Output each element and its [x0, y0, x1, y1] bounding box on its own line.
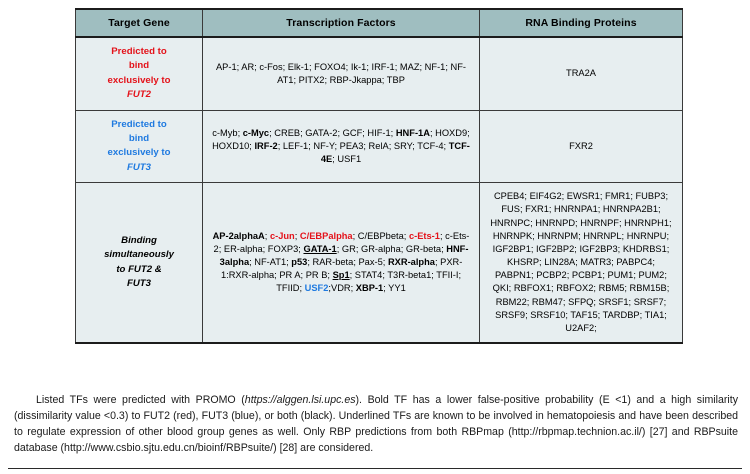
bottom-rule: [8, 468, 742, 469]
tf-token: C/EBPalpha: [299, 230, 353, 241]
tf-token: ; NF-AT1;: [249, 257, 292, 268]
tf-token: p53: [291, 257, 308, 268]
cell-transcription-factors: [203, 110, 480, 183]
caption-part2: ). Bold TF has a lower false-positive probability (E <1) and a high similarity (dissimilarity value <0.3) to FUT2 (red), FUT3 (blue), or both (black). Underlined TFs are known to be involved in hematopoiesis and have been described to regulate expression of other blood group genes as well. Only RBP predictions from both RBPmap (http://rbpmap.technion.ac.il/) [27] and RBPsuite database (http://www.csbio.sjtu.edu.cn/bioinf/RBPsuite/) [28] are considered.: [14, 394, 738, 455]
gene-label-line: Predicted to: [111, 46, 167, 57]
column-header-transcription-factors: Transcription Factors: [203, 9, 480, 37]
tf-token: c-Ets-1: [408, 230, 440, 241]
tf-token: IRF-2: [254, 140, 278, 151]
gene-label-line: Binding: [121, 234, 157, 246]
tf-token: Sp1: [332, 270, 350, 281]
gene-label-line: Predicted to: [111, 118, 167, 130]
cell-target-gene: [76, 183, 203, 344]
tf-token: ; USF1: [332, 153, 362, 164]
gene-label-line: to FUT2 &: [116, 263, 162, 275]
tf-token: XBP-1: [355, 283, 384, 294]
tf-token: ; c-Ets-2; ER-alpha; FOXP3;: [213, 230, 470, 254]
tf-token: ; C/EBPbeta;: [352, 230, 409, 241]
gene-regulators-table: [75, 8, 683, 344]
tf-token: HNF-3alpha: [219, 243, 469, 268]
column-header-rna-binding-proteins: RNA Binding Proteins: [480, 9, 683, 37]
column-header-target-gene: Target Gene: [76, 9, 203, 37]
gene-label-line: bind: [128, 60, 150, 72]
tf-token: AP-2alphaA: [212, 230, 265, 241]
cell-transcription-factors: [203, 183, 480, 344]
cell-rna-binding-proteins: FXR2: [480, 110, 683, 183]
cell-target-gene: [76, 110, 203, 183]
tf-token: ;: [264, 230, 270, 241]
gene-regulators-table-wrapper: [75, 8, 672, 344]
gene-label-line: exclusively to: [107, 74, 171, 86]
tf-token: TCF-4E: [320, 140, 470, 164]
gene-label-fut2: [84, 45, 194, 103]
tf-token: ; YY1: [383, 283, 406, 294]
tf-token: USF2: [304, 283, 329, 294]
table-header-row: [76, 9, 683, 37]
tf-token: GATA-1: [303, 243, 337, 254]
tf-token: ; HOXD9; HOXD10;: [212, 127, 470, 151]
cell-target-gene: [76, 37, 203, 110]
tf-token: ;VDR;: [328, 283, 356, 294]
gene-name: FUT3: [127, 161, 151, 173]
cell-transcription-factors: [203, 37, 480, 110]
tf-token: ; LEF-1; NF-Y; PEA3; RelA; SRY; TCF-4;: [277, 140, 449, 151]
tf-token: ; GR; GR-alpha; GR-beta;: [336, 243, 447, 254]
tf-list: [216, 62, 466, 85]
tf-token: ; CREB; GATA-2; GCF; HIF-1;: [269, 127, 396, 138]
table-row: [76, 110, 683, 183]
tf-token: HNF-1A: [395, 127, 430, 138]
gene-label-fut3: [84, 118, 194, 176]
tf-token: c-Myb;: [212, 127, 243, 138]
tf-token: ;: [294, 230, 300, 241]
tf-token: RXR-alpha: [387, 257, 435, 268]
cell-rna-binding-proteins: TRA2A: [480, 37, 683, 110]
figure-caption: [14, 392, 738, 456]
table-body: [76, 37, 683, 343]
tf-token: c-Jun: [269, 230, 295, 241]
tf-token: ; STAT4; T3R-beta1; TFII-I; TFIID;: [276, 270, 462, 294]
tf-list: [213, 231, 470, 294]
table-row: [76, 37, 683, 110]
table-row: [76, 183, 683, 344]
tf-token: c-Myc: [242, 127, 270, 138]
tf-token: ; PXR-1:RXR-alpha; PR A; PR B;: [220, 257, 463, 281]
gene-label-line: exclusively to: [107, 147, 171, 159]
gene-label-both: [84, 234, 194, 292]
table-header: [76, 9, 683, 37]
caption-part1: Listed TFs were predicted with PROMO (: [36, 394, 245, 406]
tf-token: ; RAR-beta; Pax-5;: [307, 257, 388, 268]
cell-rna-binding-proteins: CPEB4; EIF4G2; EWSR1; FMR1; FUBP3; FUS; FXR1; HNRNPA1; HNRNPA2B1; HNRNPC; HNRNPD; HNRNPF; HNRNPH1; HNRNPK; HNRNPM; HNRNPL; HNRNPU; IGF2BP1; IGF2BP2; IGF2BP3; KHDRBS1; KHSRP; LIN28A; MATR3; PABPC4; PABPN1; PCBP2; PCBP1; PUM1; PUM2; QKI; RBFOX1; RBFOX2; RBM5; RBM15B; RBM22; RBM47; SFPQ; SRSF1; SRSF7; SRSF9; SRSF10; TAF15; TARDBP; TIA1; U2AF2;: [480, 183, 683, 344]
gene-label-line: simultaneously: [104, 249, 174, 261]
gene-label-line: bind: [128, 132, 150, 144]
gene-name: FUT2: [127, 89, 151, 101]
tf-token: AP-1; AR; c-Fos; Elk-1; FOXO4; Ik-1; IRF-1; MAZ; NF-1; NF-AT1; PITX2; RBP-Jkappa; TBP: [215, 61, 466, 85]
caption-promo-url: https://alggen.lsi.upc.es: [244, 394, 356, 406]
tf-list: [212, 128, 470, 164]
gene-name: FUT3: [127, 278, 151, 290]
